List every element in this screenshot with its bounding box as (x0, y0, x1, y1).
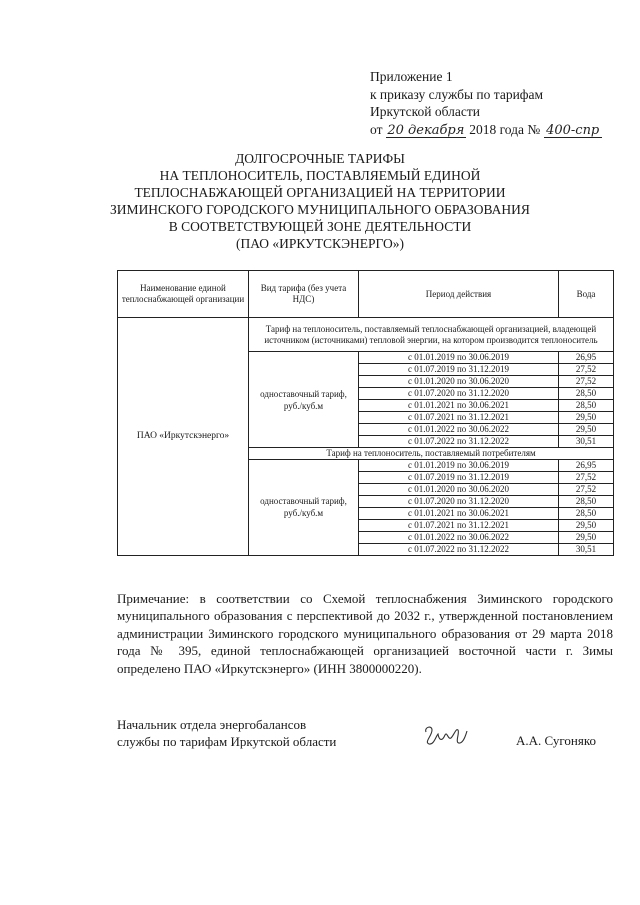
period-cell: с 01.01.2021 по 30.06.2021 (359, 400, 559, 412)
appendix-header (370, 68, 602, 138)
appendix-line-2: к приказу службы по тарифам (370, 86, 544, 102)
period-cell: с 01.01.2022 по 30.06.2022 (359, 531, 559, 543)
period-cell: с 01.07.2019 по 31.12.2019 (359, 471, 559, 483)
period-cell: с 01.01.2019 по 30.06.2019 (359, 352, 559, 364)
period-cell: с 01.07.2022 по 31.12.2022 (359, 436, 559, 448)
tariff-value-cell: 29,50 (559, 531, 614, 543)
period-cell: с 01.01.2021 по 30.06.2021 (359, 507, 559, 519)
tariff-kind-cell: одноставочный тариф, руб./куб.м (249, 352, 359, 448)
period-cell: с 01.01.2022 по 30.06.2022 (359, 424, 559, 436)
tariff-value-cell: 30,51 (559, 543, 614, 555)
note-paragraph: Примечание: в соответствии со Схемой теплоснабжения Зиминского городского муниципального образования с перспективой до 2032 г., утвержденной постановлением администрации Зиминского городского муниципального образования от 29 марта 2018 года № 395, единой теплоснабжающей организацией восточной части г. Зимы определено ПАО «Иркутскэнерго» (ИНН 3800000220). (117, 591, 613, 676)
title-line-4: ЗИМИНСКОГО ГОРОДСКОГО МУНИЦИПАЛЬНОГО ОБРАЗОВАНИЯ (110, 202, 530, 217)
header-period: Период действия (359, 271, 559, 318)
date-prefix: от (370, 121, 383, 137)
period-cell: с 01.07.2021 по 31.12.2021 (359, 412, 559, 424)
appendix-line-3: Иркутской области (370, 104, 481, 119)
tariff-value-cell: 26,95 (559, 352, 614, 364)
year-text: 2018 года № (469, 121, 541, 137)
tariff-table (117, 270, 614, 556)
appendix-line-1: Приложение 1 (370, 69, 453, 84)
tariff-value-cell: 27,52 (559, 364, 614, 376)
period-cell: с 01.01.2020 по 30.06.2020 (359, 376, 559, 388)
period-cell: с 01.01.2020 по 30.06.2020 (359, 483, 559, 495)
period-cell: с 01.07.2019 по 31.12.2019 (359, 364, 559, 376)
document-title (100, 150, 540, 252)
tariff-value-cell: 28,50 (559, 507, 614, 519)
table-header-row (118, 271, 614, 318)
period-cell: с 01.07.2020 по 31.12.2020 (359, 388, 559, 400)
section-title-row (118, 318, 614, 352)
org-name-cell: ПАО «Иркутскэнерго» (118, 318, 249, 556)
handwritten-signature (420, 722, 470, 748)
title-line-2: НА ТЕПЛОНОСИТЕЛЬ, ПОСТАВЛЯЕМЫЙ ЕДИНОЙ (159, 168, 481, 183)
handwritten-date: 20 декабря (387, 122, 465, 138)
appendix-date-line (370, 121, 602, 139)
tariff-value-cell: 30,51 (559, 436, 614, 448)
header-kind: Вид тарифа (без учета НДС) (249, 271, 359, 318)
period-cell: с 01.07.2022 по 31.12.2022 (359, 543, 559, 555)
tariff-value-cell: 27,52 (559, 376, 614, 388)
tariff-value-cell: 29,50 (559, 424, 614, 436)
section-title: Тариф на теплоноситель, поставляемый потребителям (249, 448, 614, 460)
title-line-3: ТЕПЛОСНАБЖАЮЩЕЙ ОРГАНИЗАЦИЕЙ НА ТЕРРИТОРИИ (134, 185, 506, 200)
tariff-value-cell: 29,50 (559, 519, 614, 531)
title-line-1: ДОЛГОСРОЧНЫЕ ТАРИФЫ (235, 151, 405, 166)
signer-name: А.А. Сугоняко (516, 733, 596, 748)
tariff-value-cell: 28,50 (559, 495, 614, 507)
period-cell: с 01.07.2021 по 31.12.2021 (359, 519, 559, 531)
header-org: Наименование единой теплоснабжающей организации (118, 271, 249, 318)
header-value: Вода (559, 271, 614, 318)
position-line-1: Начальник отдела энергобалансов (117, 717, 307, 732)
tariff-kind-cell: одноставочный тариф, руб./куб.м (249, 459, 359, 555)
signatory-position (117, 716, 336, 750)
period-cell: с 01.07.2020 по 31.12.2020 (359, 495, 559, 507)
tariff-value-cell: 27,52 (559, 471, 614, 483)
tariff-table-body (118, 318, 614, 556)
tariff-value-cell: 28,50 (559, 400, 614, 412)
tariff-value-cell: 26,95 (559, 459, 614, 471)
tariff-value-cell: 28,50 (559, 388, 614, 400)
position-line-2: службы по тарифам Иркутской области (117, 734, 337, 749)
period-cell: с 01.01.2019 по 30.06.2019 (359, 459, 559, 471)
tariff-value-cell: 29,50 (559, 412, 614, 424)
handwritten-order-number: 400-спр (544, 124, 602, 138)
title-line-6: (ПАО «ИРКУТСКЭНЕРГО») (235, 236, 405, 251)
title-line-5: В СООТВЕТСТВУЮЩЕЙ ЗОНЕ ДЕЯТЕЛЬНОСТИ (168, 219, 472, 234)
section-title: Тариф на теплоноситель, поставляемый теплоснабжающей организацией, владеющей источником (источниками) тепловой энергии, на котором производится теплоноситель (249, 318, 614, 352)
tariff-value-cell: 27,52 (559, 483, 614, 495)
